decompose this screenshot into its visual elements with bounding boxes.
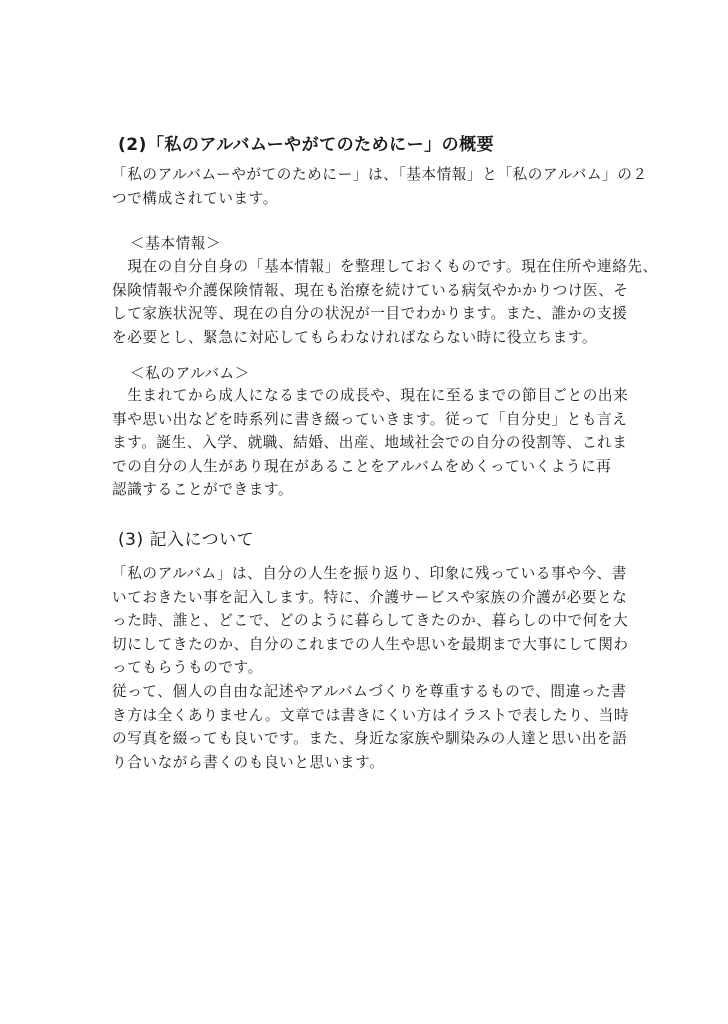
section-2-intro: 「私のアルバムーやがてのためにー」は、「基本情報」と「私のアルバム」の２ つで構成されています。 bbox=[112, 166, 648, 207]
section-3-heading: (3) 記入について bbox=[118, 530, 255, 550]
basic-info-heading: ＜基本情報＞ bbox=[130, 235, 222, 252]
my-album-heading: ＜私のアルバム＞ bbox=[130, 365, 250, 382]
my-album-body: 生まれてから成人になるまでの成長や、現在に至るまでの節目ごとの出来 事や思い出などを時系列に書き綴っていきます。従って「自分史」とも言え ます。誕生、入学、就職、結婚、出産、地域社会での自分の役割等、これま での自分の人生があり現在があることをアルバムをめくっていくように再 認識することができます。 bbox=[112, 387, 629, 499]
basic-info-body: 現在の自分自身の「基本情報」を整理しておくものです。現在住所や連絡先、 保険情報や介護保険情報、現在も治療を続けている病気やかかりつけ医、そ して家族状況等、現在の自分の状況が一目でわかります。また、誰かの支援 を必要とし、緊急に対応してもらわなければならない時に役立ちます。 bbox=[112, 258, 658, 346]
section-2-heading: (2)「私のアルバムーやがてのためにー」の概要 bbox=[118, 135, 495, 155]
section-3-body: 「私のアルバム」は、自分の人生を振り返り、印象に残っている事や今、書 いておきたい事を記入します。特に、介護サービスや家族の介護が必要とな った時、誰と、どこで、どのように暮らしてきたのか、暮らしの中で何を大 切にしてきたのか、自分のこれまでの人生や思いを最期まで大事にして関わ ってもらうものです。 従って、個人の自由な記述やアルバムづくりを尊重するもので、間違った書 き方は全くありません。文章では書きにくい方はイラストで表したり、当時 の写真を綴っても良いです。また、身近な家族や馴染みの人達と思い出を語 り合いながら書くのも良いと思います。 bbox=[112, 565, 630, 771]
